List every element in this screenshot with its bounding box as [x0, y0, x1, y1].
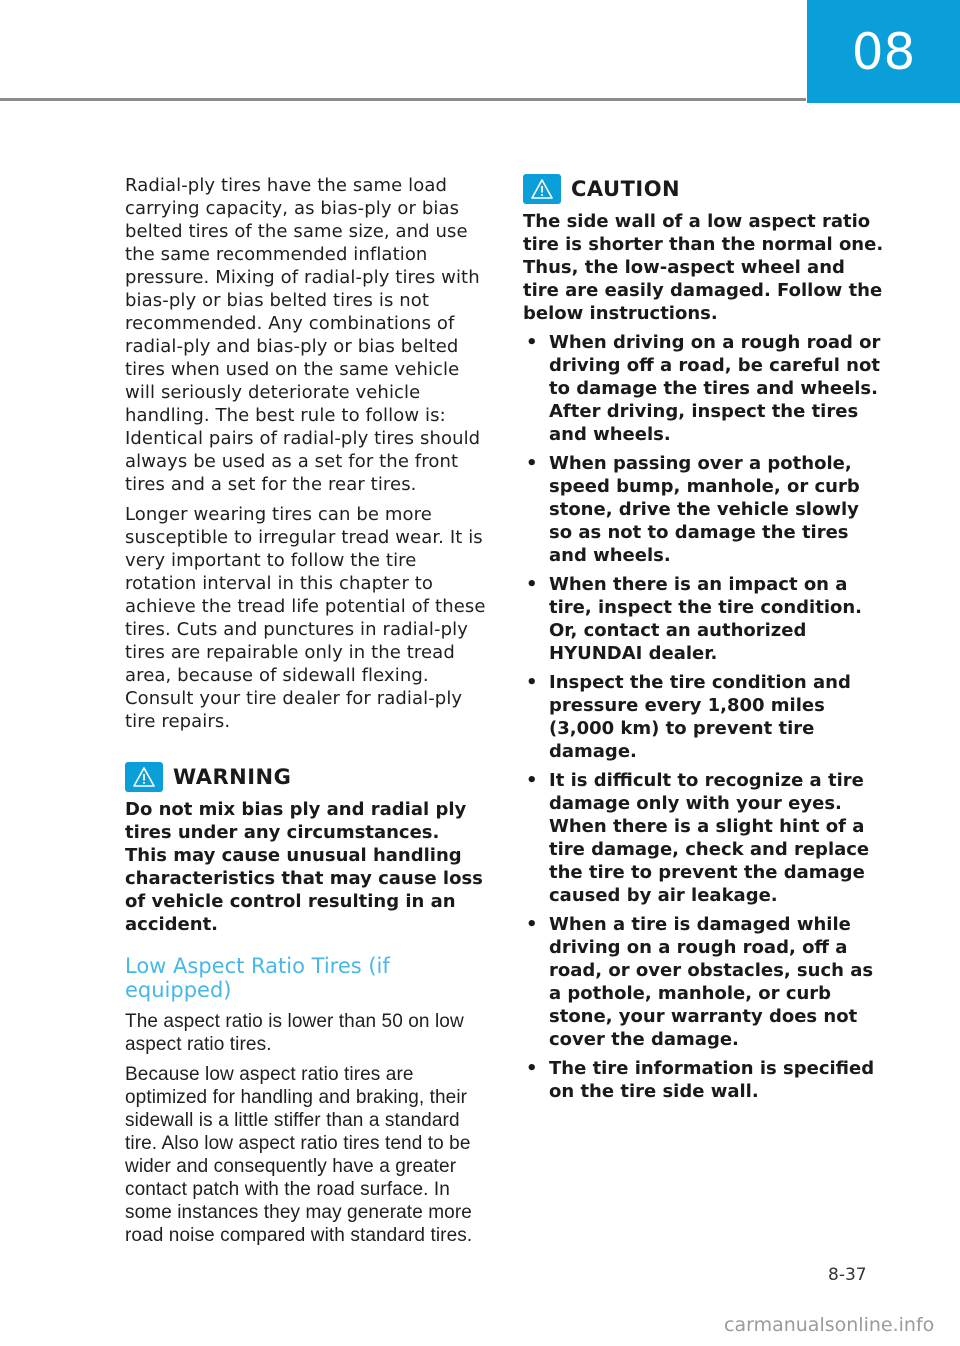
- warning-triangle-icon: [523, 174, 561, 204]
- list-item: [523, 913, 887, 1051]
- list-item-text: It is difficult to recognize a tire damage only with your eyes. When there is a slight hint of a tire damage, check and replace the tire to prevent the damage caused by air leakage.: [549, 770, 870, 906]
- list-item-text: When there is an impact on a tire, inspect the tire condition. Or, contact an authorized HYUNDAI dealer.: [549, 574, 863, 664]
- bullet-icon: •: [526, 332, 538, 353]
- caution-header: [523, 174, 887, 204]
- caution-title: CAUTION: [571, 177, 681, 201]
- bullet-icon: •: [526, 453, 538, 474]
- header-rule: [0, 98, 806, 101]
- page-number: 8-37: [828, 1265, 867, 1285]
- list-item: [523, 671, 887, 763]
- bullet-icon: •: [526, 914, 538, 935]
- list-item-text: The tire information is specified on the tire side wall.: [549, 1058, 875, 1102]
- list-item: [523, 573, 887, 665]
- warning-header: [125, 762, 487, 792]
- list-item-text: When a tire is damaged while driving on a rough road, off a road, or over obstacles, such as a pothole, manhole, or curb stone, your warranty does not cover the damage.: [549, 914, 874, 1050]
- bullet-icon: •: [526, 770, 538, 791]
- watermark-link[interactable]: carmanualsonline.info: [724, 1314, 935, 1336]
- warning-triangle-icon: [125, 762, 163, 792]
- warning-title: WARNING: [173, 765, 292, 789]
- section-paragraph-optimized: Because low aspect ratio tires are optimized for handling and braking, their sidewall is a little stiffer than a standard tire. Also low aspect ratio tires tend to be wider and consequently have a greater contact patch with the road surface. In some instances they may generate more road noise compared with standard tires.: [125, 1064, 473, 1246]
- bullet-icon: •: [526, 574, 538, 595]
- list-item-text: Inspect the tire condition and pressure every 1,800 miles (3,000 km) to prevent tire damage.: [549, 672, 851, 762]
- list-item: [523, 769, 887, 907]
- caution-list: [523, 331, 887, 1103]
- bullet-icon: •: [526, 672, 538, 693]
- list-item: [523, 331, 887, 446]
- paragraph-longer-wearing: Longer wearing tires can be more susceptible to irregular tread wear. It is very important to follow the tire rotation interval in this chapter to achieve the tread life potential of these tires. Cuts and punctures in radial-ply tires are repairable only in the tread area, because of sidewall flexing. Consult your tire dealer for radial-ply tire repairs.: [125, 504, 486, 732]
- list-item: [523, 452, 887, 567]
- list-item-text: When passing over a pothole, speed bump, manhole, or curb stone, drive the vehicle slowly so as not to damage the tires and wheels.: [549, 453, 860, 566]
- bullet-icon: •: [526, 1058, 538, 1079]
- left-column: [125, 174, 487, 1254]
- list-item-text: When driving on a rough road or driving off a road, be careful not to damage the tires and wheels. After driving, inspect the tires and wheels.: [549, 332, 881, 445]
- paragraph-radial-ply: Radial-ply tires have the same load carrying capacity, as bias-ply or bias belted tires of the same size, and use the same recommended inflation pressure. Mixing of radial-ply tires with bias-ply or bias belted tires is not recommended. Any combinations of radial-ply and bias-ply or bias belted tires when used on the same vehicle will seriously deteriorate vehicle handling. The best rule to follow is: Identical pairs of radial-ply tires should always be used as a set for the front tires and a set for the rear tires.: [125, 175, 481, 495]
- list-item: [523, 1057, 887, 1103]
- right-column: [523, 174, 887, 1109]
- warning-body: Do not mix bias ply and radial ply tires under any circumstances. This may cause unusual handling characteristics that may cause loss of vehicle control resulting in an accident.: [125, 799, 483, 935]
- caution-intro: The side wall of a low aspect ratio tire is shorter than the normal one. Thus, the low-aspect wheel and tire are easily damaged. Follow the below instructions.: [523, 211, 884, 324]
- section-paragraph-aspect-ratio: The aspect ratio is lower than 50 on low aspect ratio tires.: [125, 1011, 464, 1055]
- section-heading: Low Aspect Ratio Tires (if equipped): [125, 954, 390, 1002]
- chapter-tab: 08: [807, 0, 960, 103]
